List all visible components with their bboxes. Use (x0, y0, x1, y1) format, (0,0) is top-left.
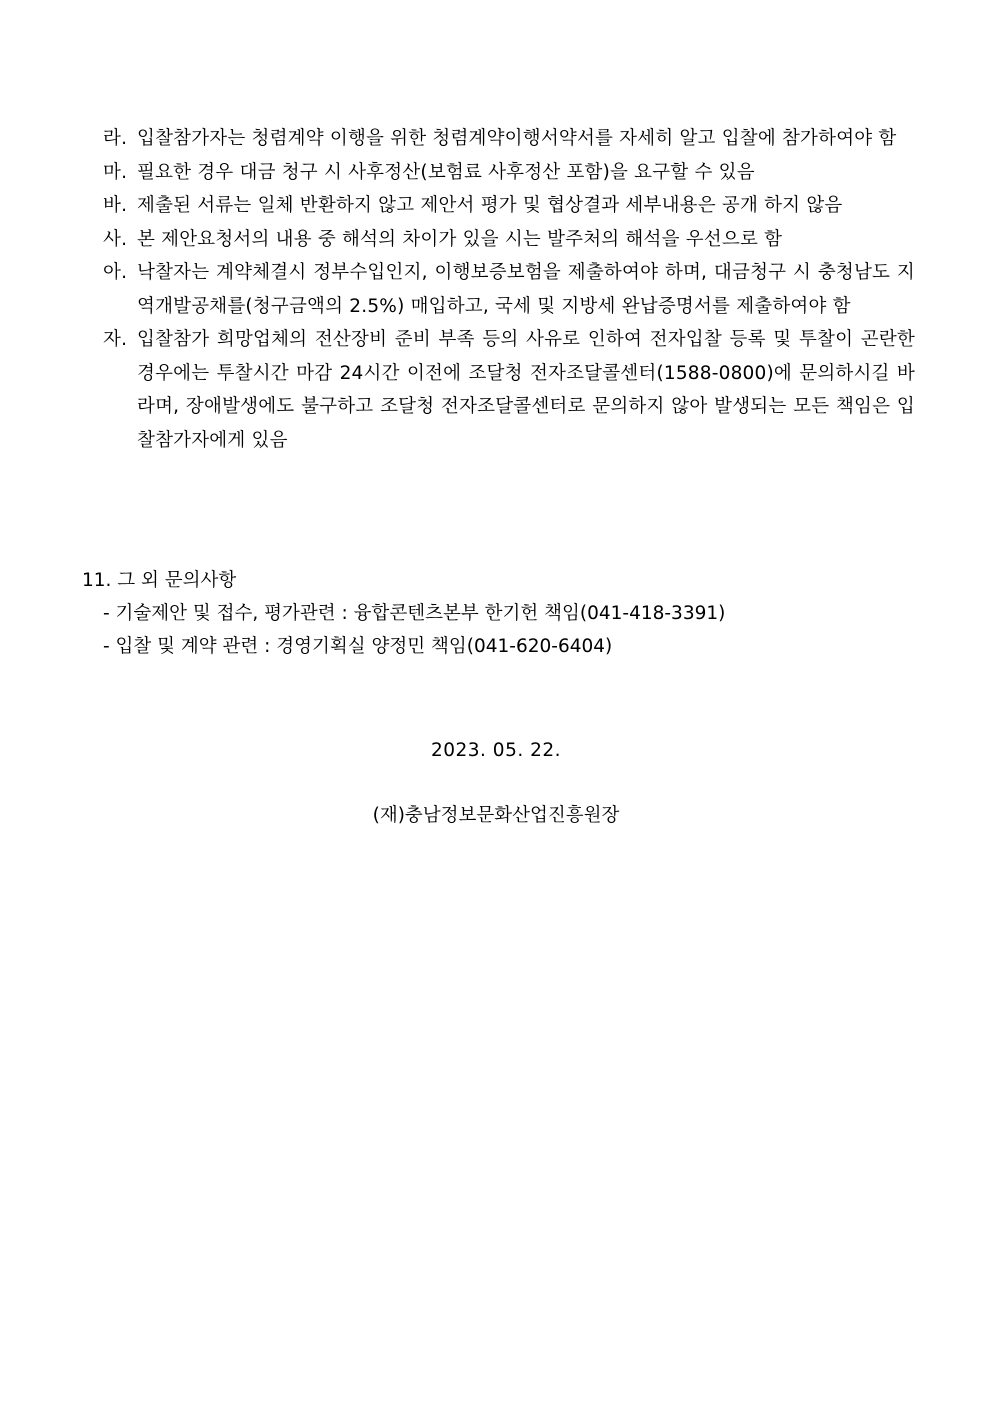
item-text: 낙찰자는 계약체결시 정부수입인지, 이행보증보험을 제출하여야 하며, 대금청구 시 충청남도 지역개발공채를(청구금액의 2.5%) 매입하고, 국세 및 지방세 완납증명서를 제출하여야 함 (137, 262, 915, 317)
notice-item (103, 189, 915, 223)
item-marker: 사. (103, 228, 128, 250)
item-marker: 바. (103, 195, 128, 216)
item-marker: 라. (103, 128, 128, 149)
item-text: 입찰참가 희망업체의 전산장비 준비 부족 등의 사유로 인하여 전자입찰 등록 및 투찰이 곤란한 경우에는 투찰시간 마감 24시간 이전에 조달청 전자조달콜센터(1588-0800)에 문의하시길 바라며, 장애발생에도 불구하고 조달청 전자조달콜센터로 문의하지 않아 발생되는 모든 책임은 입찰참가자에게 있음 (137, 329, 915, 451)
section-heading-inquiries: 11. 그 외 문의사항 (82, 570, 237, 591)
item-text: 본 제안요청서의 내용 중 해석의 차이가 있을 시는 발주처의 해석을 우선으로 함 (137, 228, 783, 250)
notice-item (103, 223, 915, 257)
document-date: 2023. 05. 22. (430, 740, 562, 761)
notice-item (103, 156, 915, 190)
notice-item (103, 256, 915, 323)
notice-item (103, 323, 915, 457)
item-marker: 자. (103, 329, 128, 350)
contact-list (103, 597, 725, 663)
notice-item-list (103, 122, 915, 457)
contact-technical-proposal: - 기술제안 및 접수, 평가관련 : 융합콘텐츠본부 한기헌 책임(041-418-3391) (103, 603, 726, 624)
item-marker: 마. (103, 161, 128, 183)
contact-bidding-contract: - 입찰 및 계약 관련 : 경영기획실 양정민 책임(041-620-6404) (103, 636, 613, 657)
item-text: 필요한 경우 대금 청구 시 사후정산(보험료 사후정산 포함)을 요구할 수 있음 (137, 161, 755, 183)
item-text: 제출된 서류는 일체 반환하지 않고 제안서 평가 및 협상결과 세부내용은 공개 하지 않음 (137, 195, 843, 216)
issuing-organization: (재)충남정보문화산업진흥원장 (372, 805, 620, 826)
notice-item (103, 122, 915, 156)
item-marker: 아. (103, 262, 128, 283)
item-text: 입찰참가자는 청렴계약 이행을 위한 청렴계약이행서약서를 자세히 알고 입찰에 참가하여야 함 (137, 128, 897, 149)
